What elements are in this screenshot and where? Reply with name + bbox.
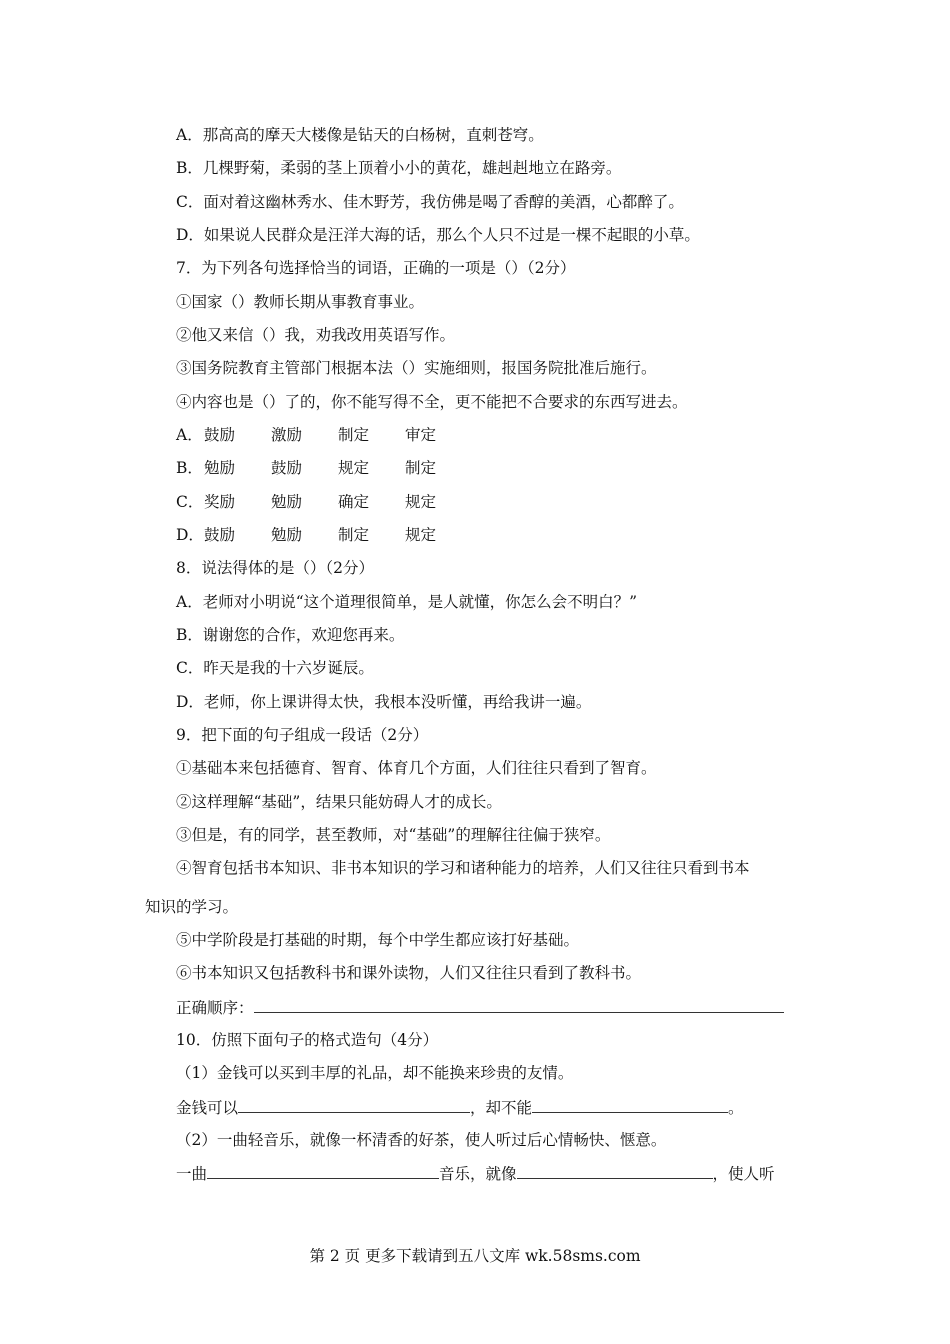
q6-option-a: A．那高高的摩天大楼像是钻天的白杨树，直刺苍穹。 bbox=[176, 126, 544, 144]
q7-sentence-1: ①国家（）教师长期从事教育事业。 bbox=[176, 293, 425, 311]
q7-option-d: D．鼓励 勉励 制定 规定 bbox=[176, 526, 437, 544]
q7-option-b: B．勉励 鼓励 规定 制定 bbox=[176, 459, 437, 477]
q6-option-b: B．几棵野菊，柔弱的茎上顶着小小的黄花，雄赳赳地立在路旁。 bbox=[176, 159, 622, 177]
q10-blank-1a[interactable] bbox=[238, 1097, 470, 1113]
q8-option-b: B．谢谢您的合作，欢迎您再来。 bbox=[176, 626, 405, 644]
q9-sentence-5: ⑤中学阶段是打基础的时期，每个中学生都应该打好基础。 bbox=[176, 931, 580, 949]
q6-option-d: D．如果说人民群众是汪洋大海的话，那么个人只不过是一棵不起眼的小草。 bbox=[176, 226, 700, 244]
q6-option-c: C．面对着这幽林秀水、佳木野芳，我仿佛是喝了香醇的美酒，心都醉了。 bbox=[176, 193, 684, 211]
q9-sentence-3: ③但是，有的同学，甚至教师，对“基础”的理解往往偏于狭窄。 bbox=[176, 826, 611, 844]
q10-example-2: （2）一曲轻音乐，就像一杯清香的好茶，使人听过后心情畅快、惬意。 bbox=[176, 1131, 667, 1149]
q9-answer-row bbox=[176, 997, 784, 1018]
q7-sentence-4: ④内容也是（）了的，你不能写得不全，更不能把不合要求的东西写进去。 bbox=[176, 393, 688, 411]
q10-fill-1: 金钱可以 ，却不能 。 bbox=[176, 1099, 744, 1117]
q10-fill-2: 一曲 音乐，就像 ，使人听 bbox=[176, 1165, 775, 1183]
q8-title: 8．说法得体的是（）（2分） bbox=[176, 559, 374, 577]
q10-example-1: （1）金钱可以买到丰厚的礼品，却不能换来珍贵的友情。 bbox=[176, 1064, 574, 1082]
q7-option-a: A．鼓励 激励 制定 审定 bbox=[176, 426, 437, 444]
q10-blank-1b[interactable] bbox=[532, 1097, 728, 1113]
q9-answer-blank[interactable] bbox=[254, 997, 784, 1013]
q9-sentence-1: ①基础本来包括德育、智育、体育几个方面，人们往往只看到了智育。 bbox=[176, 759, 657, 777]
q7-option-c: C．奖励 勉励 确定 规定 bbox=[176, 493, 437, 511]
q10-blank-2a[interactable] bbox=[207, 1163, 439, 1179]
q9-title: 9．把下面的句子组成一段话（2分） bbox=[176, 726, 429, 744]
q10-title: 10．仿照下面句子的格式造句（4分） bbox=[176, 1031, 439, 1049]
q10-blank-2b[interactable] bbox=[517, 1163, 713, 1179]
q8-option-a: A．老师对小明说“这个道理很简单，是人就懂，你怎么会不明白？” bbox=[176, 593, 638, 611]
q7-title: 7．为下列各句选择恰当的词语，正确的一项是（）（2分） bbox=[176, 259, 576, 277]
q8-option-c: C．昨天是我的十六岁诞辰。 bbox=[176, 659, 374, 677]
q9-sentence-2: ②这样理解“基础”，结果只能妨碍人才的成长。 bbox=[176, 793, 502, 811]
q7-sentence-2: ②他又来信（）我，劝我改用英语写作。 bbox=[176, 326, 456, 344]
q9-sentence-4: ④智育包括书本知识、非书本知识的学习和诸种能力的培养，人们又往往只看到书本 bbox=[176, 859, 750, 877]
q7-sentence-3: ③国务院教育主管部门根据本法（）实施细则，报国务院批准后施行。 bbox=[176, 359, 657, 377]
q9-sentence-6: ⑥书本知识又包括教科书和课外读物，人们又往往只看到了教科书。 bbox=[176, 964, 642, 982]
q9-answer-label: 正确顺序： bbox=[176, 999, 254, 1017]
page-footer: 第 2 页 更多下载请到五八文库 wk.58sms.com bbox=[309, 1247, 641, 1265]
q9-sentence-4-cont: 知识的学习。 bbox=[145, 898, 239, 916]
q8-option-d: D．老师，你上课讲得太快，我根本没听懂，再给我讲一遍。 bbox=[176, 693, 592, 711]
